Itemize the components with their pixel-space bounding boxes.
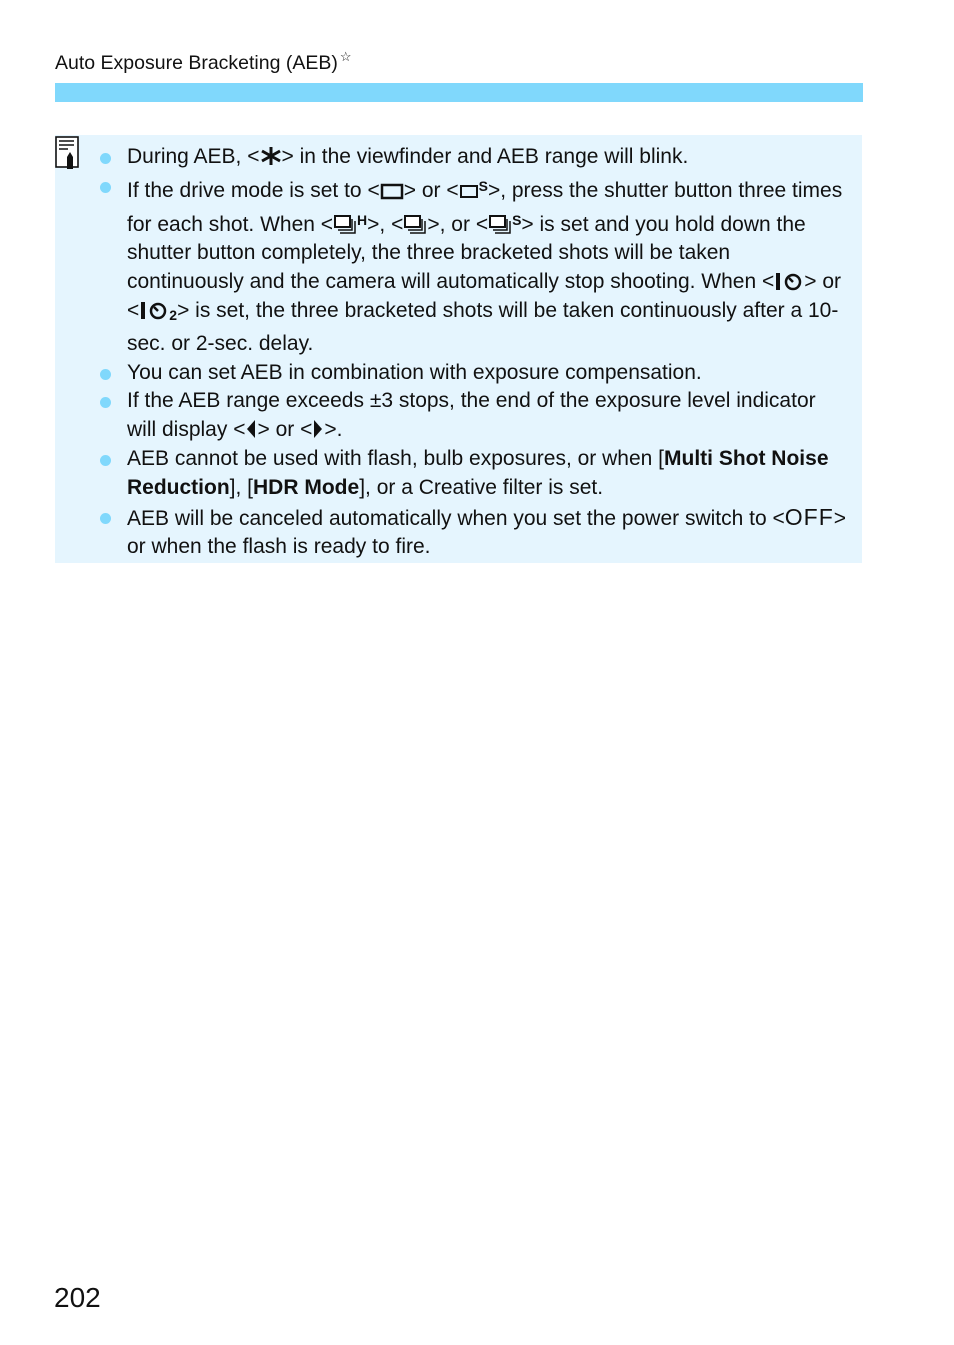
single-shooting-icon (380, 182, 404, 200)
text: AEB cannot be used with flash, bulb exposures, or when [ (127, 446, 664, 470)
list-item (127, 172, 847, 359)
text: > is set and you hold down the shutter button completely, the three bracketed shots will be taken continuously and the camera will automatically stop shooting. When < (127, 212, 806, 294)
text: If the AEB range exceeds ±3 stops, the end of the exposure level indicator will display < (127, 389, 816, 442)
text: > or < (403, 178, 459, 202)
text: > or when the flash is ready to fire. (127, 506, 847, 559)
menu-name: HDR Mode (253, 475, 360, 499)
list-item (127, 143, 847, 172)
icon-subscript: 2 (169, 306, 178, 323)
header-title: Auto Exposure Bracketing (AEB) (55, 52, 338, 74)
list-item (127, 387, 847, 445)
text: If the drive mode is set to < (127, 178, 380, 202)
icon-subscript: H (357, 211, 368, 228)
text: >. (324, 418, 343, 442)
text: >, press the shutter button three times for each shot. When < (127, 178, 843, 236)
text: > or < (127, 270, 842, 322)
icon-subscript: S (478, 177, 488, 194)
power-off-label: OFF (784, 503, 834, 530)
text: >, or < (427, 212, 489, 236)
text: > in the viewfinder and AEB range will blink. (281, 145, 689, 168)
left-triangle-icon (245, 419, 257, 439)
silent-continuous-icon (488, 214, 512, 234)
note-list (127, 143, 847, 562)
list-item (127, 359, 847, 388)
text: > or < (257, 418, 313, 442)
menu-name: Multi Shot Noise Reduction (127, 446, 829, 499)
list-item (127, 503, 847, 563)
text: During AEB, < (127, 145, 260, 168)
memo-pencil-icon (55, 136, 79, 169)
continuous-low-icon (403, 214, 427, 234)
text: ], [ (229, 475, 254, 499)
text: >, < (367, 212, 404, 236)
section-header (55, 49, 352, 75)
text: ], or a Creative filter is set. (359, 475, 604, 499)
list-item (127, 445, 847, 503)
continuous-high-icon (333, 214, 357, 234)
self-timer-10s-icon (774, 271, 804, 291)
star-icon: ☆ (339, 49, 352, 64)
page-number: 202 (54, 1282, 101, 1313)
text: You can set AEB in combination with exposure compensation. (127, 360, 702, 384)
icon-subscript: S (512, 211, 522, 228)
header-bar (55, 83, 863, 102)
aeb-asterisk-icon (260, 146, 282, 166)
text: AEB will be canceled automatically when you set the power switch to < (127, 506, 785, 530)
note-box (55, 135, 862, 563)
silent-single-icon (459, 182, 479, 200)
self-timer-2s-icon (139, 300, 169, 320)
right-triangle-icon (312, 419, 324, 439)
text: > is set, the three bracketed shots will be taken continuously after a 10-sec. or 2-sec. delay. (127, 298, 839, 355)
